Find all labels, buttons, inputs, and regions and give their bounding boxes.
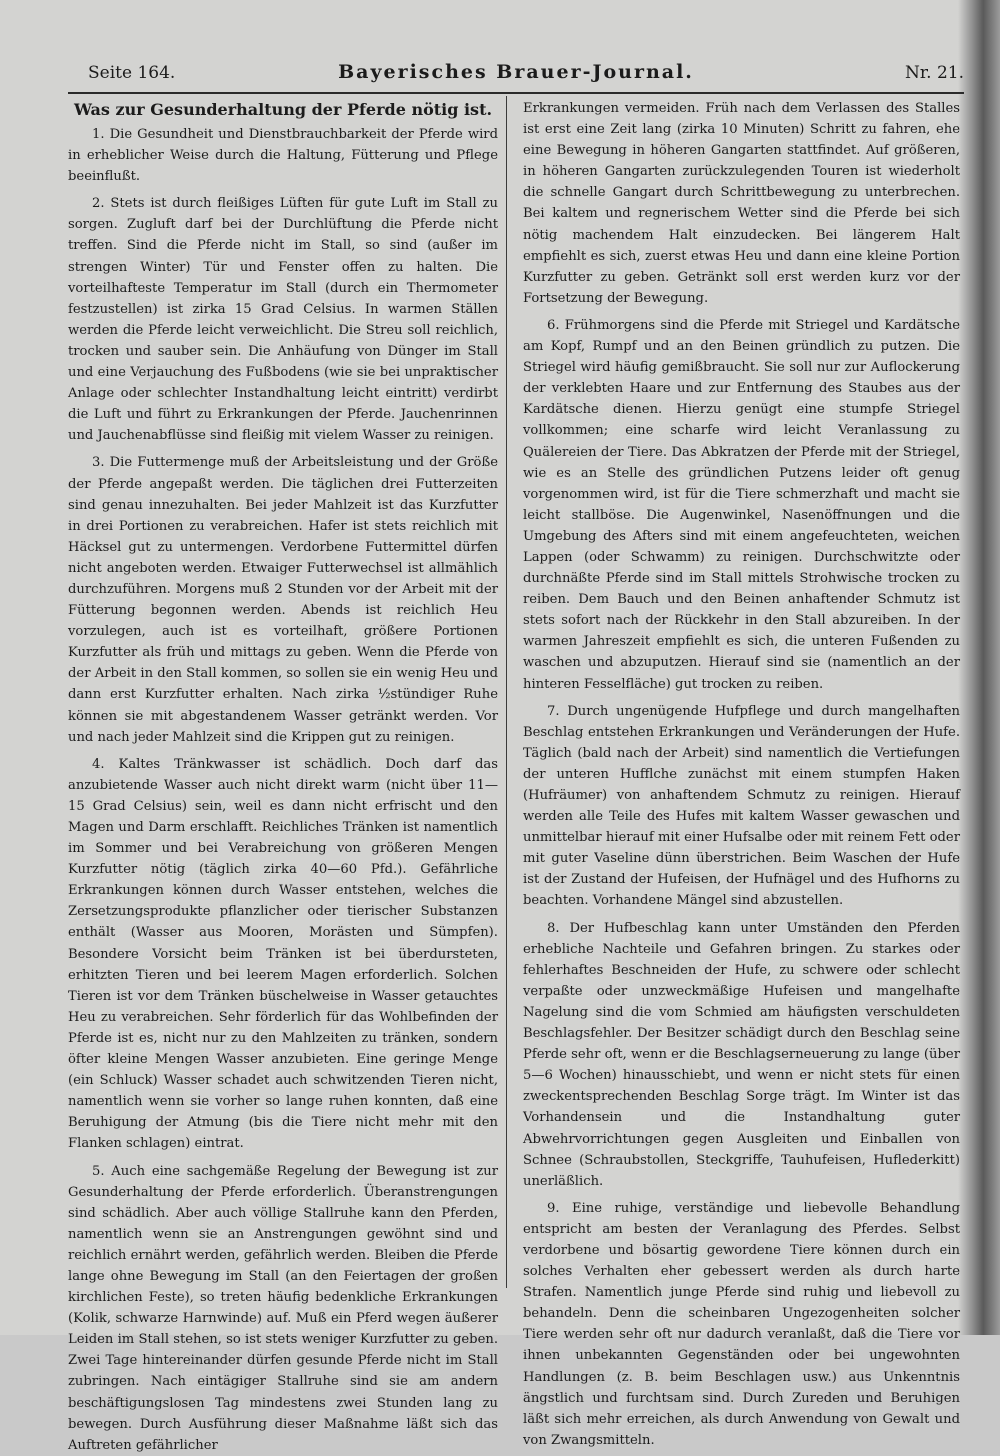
paragraph-5: 5. Auch eine sachgemäße Regelung der Bewegung ist zur Gesunderhaltung der Pferde erforderlich. Überanstrengungen sind schädlich. Aber auch völlige Stallruhe kann den Pferden, namentlich wenn sie an Anstrengungen gewöhnt sind und reichlich ernährt werden, gefährlich werden. Bleiben die Pferde lange ohne Bewegung im Stall (an den Feiertagen der großen kirchlichen Feste), so treten häufig bedenkliche Erkrankungen (Kolik, schwarze Harnwinde) auf. Muß ein Pferd wegen äußerer Leiden im Stall stehen, so ist stets weniger Kurzfutter zu geben. Zwei Tage hintereinander dürfen gesunde Pferde nicht im Stall zubringen. Nach eintägiger Stallruhe sind sie am andern beschäftigungslosen Tag mindestens zwei Stunden lang zu bewegen. Durch Ausführung dieser Maßnahme läßt sich das Auftreten gefährlicher [68, 1163, 498, 1453]
paragraph-1: 1. Die Gesundheit und Dienstbrauchbarkeit der Pferde wird in erheblicher Weise durch die Haltung, Fütterung und Pflege beeinflußt. [68, 127, 498, 185]
page-binding-shadow [958, 0, 1000, 1335]
header-rule [68, 92, 964, 94]
paragraph-7: 7. Durch ungenügende Hufpflege und durch mangelhaften Beschlag entstehen Erkrankungen und Veränderungen der Hufe. Täglich (bald nach der Arbeit) sind namentlich die Vertiefungen der unteren Hufflche zunächst mit einem stumpfen Haken (Hufräumer) von anhaftendem Schmutz zu reinigen. Hierauf werden alle Teile des Hufes mit kaltem Wasser gewaschen und unmittelbar hierauf mit einer Hufsalbe oder mit reinem Fett oder mit guter Vaseline dünn überstrichen. Beim Waschen der Hufe ist der Zustand der Hufeisen, der Hufnägel und des Hufhorns zu beachten. Vorhandene Mängel sind abzustellen. [523, 703, 960, 909]
column-divider [506, 96, 507, 1288]
paragraph-5-continued: Erkrankungen vermeiden. Früh nach dem Verlassen des Stalles ist erst eine Zeit lang (zirka 10 Minuten) Schritt zu fahren, ehe eine Bewegung in höheren Gangarten stattfindet. Auf größeren, in höheren Gangarten zurückzulegenden Touren ist wiederholt die schnelle Gangart durch Schrittbewegung zu unterbrechen. Bei kaltem und regnerischem Wetter sind die Pferde bei sich nötig machendem Halt einzudecken. Bei längerem Halt empfiehlt es sich, zuerst etwas Heu und dann eine kleine Portion Kurzfutter zu geben. Getränkt soll erst werden kurz vor der Fortsetzung der Bewegung. [523, 101, 960, 306]
paragraph-6: 6. Frühmorgens sind die Pferde mit Striegel und Kardätsche am Kopf, Rumpf und an den Beinen gründlich zu putzen. Die Striegel wird häufig gemißbraucht. Sie soll nur zur Auflockerung der verklebten Haare und zur Entfernung des Staubes aus der Kardätsche dienen. Hierzu genügt eine stumpfe Striegel vollkommen; eine scharfe wird leicht Veranlassung zu Quälereien der Tiere. Das Abkratzen der Pferde mit der Striegel, wie es an Stelle des gründlichen Putzens leider oft genug vorgenommen wird, ist für die Tiere schmerzhaft und macht sie leicht stallböse. Die Augenwinkel, Nasenöffnungen und die Umgebung des Afters sind mit einem angefeuchteten, weichen Lappen (oder Schwamm) zu reinigen. Durchschwitzte oder durchnäßte Pferde sind im Stall mittels Strohwische trocken zu reiben. Dem Bauch und den Beinen anhaftender Schmutz ist stets sofort nach der Rückkehr in den Stall abzureiben. In der warmen Jahreszeit empfiehlt es sich, die unteren Fußenden zu waschen und abzuputzen. Hierauf sind sie (namentlich an der hinteren Fesselfläche) gut trocken zu reiben. [523, 317, 960, 692]
paragraph-4: 4. Kaltes Tränkwasser ist schädlich. Doch darf das anzubietende Wasser auch nicht direkt warm (nicht über 11—15 Grad Celsius) sein, weil es dann nicht erfrischt und den Magen und Darm erschlafft. Reichliches Tränken ist namentlich im Sommer und bei Verabreichung von größeren Mengen Kurzfutter nötig (täglich zirka 40—60 Pfd.). Gefährliche Erkrankungen können durch Wasser entstehen, welches die Zersetzungsprodukte pflanzlicher oder tierischer Substanzen enthält (Wasser aus Mooren, Morästen und Sümpfen). Besondere Vorsicht beim Tränken ist bei überdursteten, erhitzten Tieren und bei leerem Magen erforderlich. Solchen Tieren ist vor dem Tränken büschelweise in Wasser getauchtes Heu zu verabreichen. Sehr förderlich für das Wohlbefinden der Pferde ist es, nicht nur zu den Mahlzeiten zu tränken, sondern öfter kleine Mengen Wasser anzubieten. Eine geringe Menge (ein Schluck) Wasser schadet auch schwitzenden Tieren nicht, namentlich wenn sie vorher so lange ruhen konnten, daß eine Beruhigung der Atmung (bis die Tiere nicht mehr mit den Flanken schlagen) eintrat. [68, 756, 498, 1152]
paragraph-9: 9. Eine ruhige, verständige und liebevolle Behandlung entspricht am besten der Veranlagung des Pferdes. Selbst verdorbene und bösartig gewordene Tiere können durch ein solches Verhalten eher gebessert werden als durch harte Strafen. Namentlich junge Pferde sind ruhig und liebevoll zu behandeln. Denn die scheinbaren Ungezogenheiten solcher Tiere werden sehr oft nur dadurch veranlaßt, daß die Tiere vor ihnen unbekannten Gegenständen oder bei ungewohnten Handlungen (z. B. beim Beschlagen usw.) aus Unkenntnis ängstlich und furchtsam sind. Durch Zureden und Beruhigen läßt sich mehr erreichen, als durch Anwendung von Gewalt und von Zwangsmitteln. [523, 1200, 960, 1448]
paragraph-3: 3. Die Futtermenge muß der Arbeitsleistung und der Größe der Pferde angepaßt werden. Die täglichen drei Futterzeiten sind genau innezuhalten. Bei jeder Mahlzeit ist das Kurzfutter in drei Portionen zu verabreichen. Hafer ist stets reichlich mit Häcksel gut zu untermengen. Verdorbene Futtermittel dürfen nicht angeboten werden. Etwaiger Futterwechsel ist allmählich durchzuführen. Morgens muß 2 Stunden vor der Arbeit mit der Fütterung begonnen werden. Abends ist reichlich Heu vorzulegen, auch ist es vorteilhaft, größere Portionen Kurzfutter als früh und mittags zu geben. Wenn die Pferde von der Arbeit in den Stall kommen, so sollen sie ein wenig Heu und dann erst Kurzfutter erhalten. Nach zirka ½stündiger Ruhe können sie mit abgestandenem Wasser getränkt werden. Vor und nach jeder Mahlzeit sind die Krippen gut zu reinigen. [68, 455, 498, 745]
right-column [523, 98, 960, 1451]
left-column [68, 98, 498, 1456]
paragraph-8: 8. Der Hufbeschlag kann unter Umständen den Pferden erhebliche Nachteile und Gefahren bringen. Zu starkes oder fehlerhaftes Beschneiden der Hufe, zu schwere oder schlecht verpaßte oder unzweckmäßige Hufeisen und mangelhafte Nagelung sind die vom Schmied am häufigsten verschuldeten Beschlagsfehler. Der Besitzer schädigt durch den Beschlag seine Pferde sehr oft, wenn er die Beschlagserneuerung zu lange (über 5—6 Wochen) hinausschiebt, und wenn er nicht stets für einen zweckentsprechenden Beschlag Sorge trägt. Im Winter ist das Vorhandensein und die Instandhaltung guter Abwehrvorrichtungen gegen Ausgleiten und Einballen von Schnee (Schraubstollen, Steckgriffe, Tauhufeisen, Huflederkitt) unerläßlich. [523, 920, 960, 1189]
page-header [68, 60, 964, 90]
issue-number: Nr. 21. [905, 63, 964, 83]
paragraph-2: 2. Stets ist durch fleißiges Lüften für gute Luft im Stall zu sorgen. Zugluft darf bei der Durchlüftung die Pferde nicht treffen. Sind die Pferde nicht im Stall, so sind (außer im strengen Winter) Tür und Fenster offen zu halten. Die vorteilhafteste Temperatur im Stall (durch ein Thermometer festzustellen) ist zirka 15 Grad Celsius. In warmen Ställen werden die Pferde leicht verweichlicht. Die Streu soll reichlich, trocken und sauber sein. Die Anhäufung von Dünger im Stall und eine Verjauchung des Fußbodens (wie sie bei unpraktischer Anlage oder schlechter Instandhaltung leicht eintritt) verdirbt die Luft und führt zu Erkrankungen der Pferde. Jauchenrinnen und Jauchenabflüsse sind fleißig mit vielem Wasser zu reinigen. [68, 196, 498, 444]
page-number: Seite 164. [88, 63, 176, 83]
article-title: Was zur Gesunderhaltung der Pferde nötig ist. [73, 100, 493, 119]
journal-title: Bayerisches Brauer-Journal. [338, 61, 694, 83]
